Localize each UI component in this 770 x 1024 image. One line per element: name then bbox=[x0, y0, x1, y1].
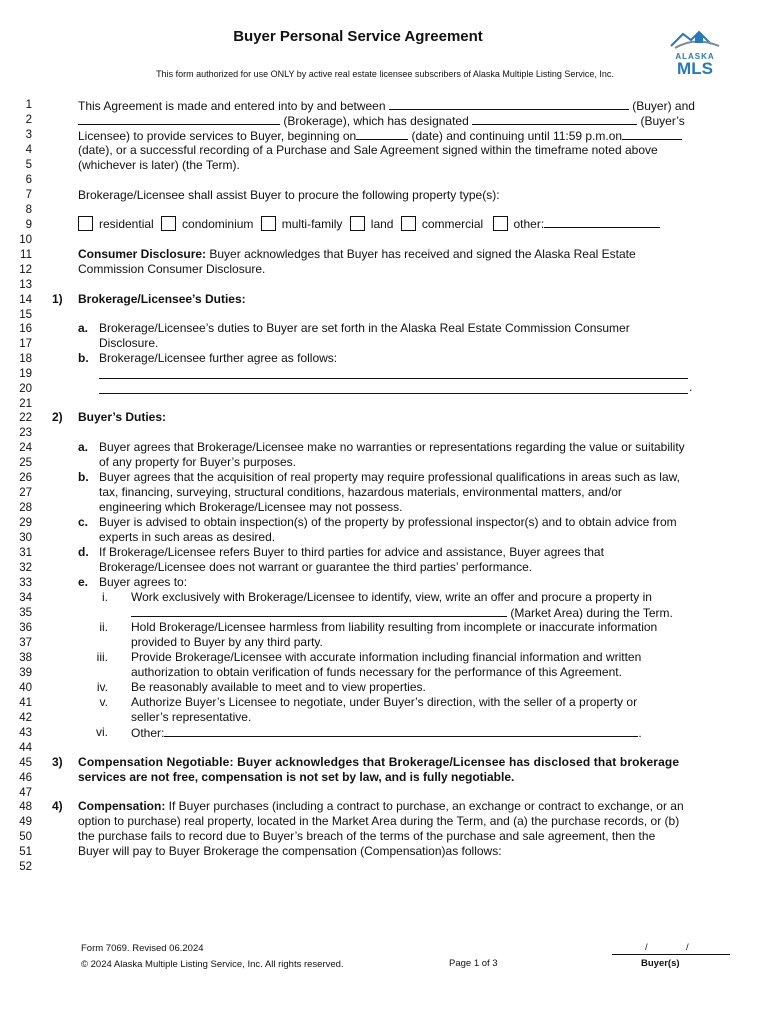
s2-i-mark: i. bbox=[102, 590, 108, 604]
intro-line-5: (whichever is later) (the Term). bbox=[78, 158, 240, 172]
line-number: 47 bbox=[19, 787, 32, 799]
s2-iv-line-1: Be reasonably available to meet and to view properties. bbox=[131, 680, 426, 694]
s2-e-line-1: Buyer agrees to: bbox=[99, 575, 188, 589]
line-number: 10 bbox=[19, 234, 32, 246]
line-number: 19 bbox=[19, 368, 32, 380]
line-number: 42 bbox=[19, 712, 32, 724]
line-number: 46 bbox=[19, 772, 32, 784]
line-number: 11 bbox=[20, 249, 32, 261]
mountain-house-icon bbox=[665, 26, 725, 54]
line-number: 9 bbox=[25, 219, 32, 231]
s2-vi-line-1: Other: . bbox=[131, 726, 642, 740]
property-types: residential condominium multi-family land commercial other: bbox=[78, 216, 660, 232]
s2-a-line-2: of any property for Buyer’s purposes. bbox=[99, 455, 296, 469]
s2-e-mark: e. bbox=[78, 575, 89, 589]
line-number: 35 bbox=[19, 607, 32, 619]
other-type-field[interactable] bbox=[544, 216, 660, 228]
line-number: 21 bbox=[19, 398, 32, 410]
s1-a-line-2: Disclosure. bbox=[99, 336, 159, 350]
buyer-name-field[interactable] bbox=[389, 98, 629, 110]
s2-c-mark: c. bbox=[78, 515, 89, 529]
s1-b-line-1: Brokerage/Licensee further agree as follows: bbox=[99, 351, 338, 365]
line-number: 12 bbox=[19, 264, 32, 276]
s2-c-line-1: Buyer is advised to obtain inspection(s) of the property by professional inspector(s) and to obtain advice from bbox=[99, 515, 677, 529]
initials-label: Buyer(s) bbox=[641, 958, 680, 969]
s2-i-line-2: (Market Area) during the Term. bbox=[131, 605, 673, 621]
market-area-field[interactable] bbox=[131, 605, 507, 617]
initials-separator-1: / bbox=[645, 942, 648, 953]
s2-v-line-2: seller’s representative. bbox=[131, 710, 252, 724]
consumer-disclosure-line-2: Commission Consumer Disclosure. bbox=[78, 262, 266, 276]
other-duties-field[interactable] bbox=[164, 725, 638, 737]
line-number: 25 bbox=[19, 457, 32, 469]
line-number: 22 bbox=[19, 412, 32, 424]
s1-a-mark: a. bbox=[78, 321, 89, 335]
line-number: 36 bbox=[19, 622, 32, 634]
section-1-heading: Brokerage/Licensee’s Duties: bbox=[78, 292, 246, 306]
s2-d-mark: d. bbox=[78, 545, 89, 559]
line-number: 49 bbox=[19, 816, 32, 828]
s2-iii-line-2: authorization to obtain verification of funds necessary for the performance of this Agreement. bbox=[131, 665, 622, 679]
licensee-name-field[interactable] bbox=[472, 113, 637, 125]
property-type-prompt: Brokerage/Licensee shall assist Buyer to procure the following property type(s): bbox=[78, 188, 500, 202]
initials-separator-2: / bbox=[686, 942, 689, 953]
multi-family-checkbox[interactable] bbox=[261, 216, 276, 231]
section-2-heading: Buyer’s Duties: bbox=[78, 410, 167, 424]
line-number: 52 bbox=[19, 861, 32, 873]
intro-line-2: (Brokerage), which has designated (Buyer’s bbox=[78, 113, 685, 129]
line-number: 13 bbox=[19, 279, 32, 291]
section-4-line-1: Compensation: If Buyer purchases (including a contract to purchase, an exchange or contract to exchange, or an bbox=[78, 799, 684, 813]
line-number: 28 bbox=[19, 502, 32, 514]
s1-blank-line-1[interactable] bbox=[99, 378, 688, 379]
s2-a-mark: a. bbox=[78, 440, 89, 454]
line-number: 6 bbox=[25, 174, 32, 186]
line-number: 40 bbox=[19, 682, 32, 694]
intro-line-4: (date), or a successful recording of a Purchase and Sale Agreement signed within the timeframe noted above bbox=[78, 143, 658, 157]
s2-i-line-1: Work exclusively with Brokerage/Licensee to identify, view, write an offer and procure a property in bbox=[131, 590, 652, 604]
consumer-disclosure: Consumer Disclosure: Buyer acknowledges that Buyer has received and signed the Alaska Real Estate bbox=[78, 247, 636, 261]
line-number: 2 bbox=[25, 114, 32, 126]
s1-a-line-1: Brokerage/Licensee’s duties to Buyer are set forth in the Alaska Real Estate Commission Consumer bbox=[99, 321, 630, 335]
line-number: 33 bbox=[19, 577, 32, 589]
end-date-field[interactable] bbox=[622, 128, 682, 140]
line-number: 34 bbox=[19, 592, 32, 604]
section-4-number: 4) bbox=[52, 799, 63, 813]
intro-line-3: Licensee) to provide services to Buyer, beginning on (date) and continuing until 11:59 p.m.on bbox=[78, 128, 682, 144]
s2-iv-mark: iv. bbox=[96, 680, 108, 694]
line-number: 1 bbox=[25, 99, 32, 111]
line-number: 26 bbox=[19, 472, 32, 484]
line-number: 3 bbox=[25, 129, 32, 141]
line-number: 41 bbox=[19, 697, 32, 709]
s1-b-mark: b. bbox=[78, 351, 89, 365]
s1-end-period: . bbox=[689, 380, 693, 394]
line-number: 15 bbox=[19, 309, 32, 321]
commercial-checkbox[interactable] bbox=[401, 216, 416, 231]
section-4-line-4: Buyer will pay to Buyer Brokerage the compensation (Compensation)as follows: bbox=[78, 844, 502, 858]
line-number: 5 bbox=[25, 159, 32, 171]
section-3-number: 3) bbox=[52, 755, 63, 769]
line-number: 32 bbox=[19, 562, 32, 574]
s1-blank-line-2[interactable] bbox=[99, 393, 688, 394]
form-number: Form 7069. Revised 06.2024 bbox=[81, 943, 204, 954]
line-number: 37 bbox=[19, 637, 32, 649]
s2-b-mark: b. bbox=[78, 470, 89, 484]
initials-line[interactable] bbox=[612, 954, 730, 955]
line-number: 38 bbox=[19, 652, 32, 664]
residential-checkbox[interactable] bbox=[78, 216, 93, 231]
line-number: 24 bbox=[19, 442, 32, 454]
line-number: 50 bbox=[19, 831, 32, 843]
section-1-number: 1) bbox=[52, 292, 63, 306]
land-checkbox[interactable] bbox=[350, 216, 365, 231]
section-4-line-2: option to purchase) real property, located in the Market Area during the Term, and (a) the purchase records, or (b) bbox=[78, 814, 680, 828]
line-number: 8 bbox=[25, 204, 32, 216]
page-number: Page 1 of 3 bbox=[449, 958, 498, 969]
s2-b-line-1: Buyer agrees that the acquisition of real property may require professional qualifications in areas such as law, bbox=[99, 470, 680, 484]
s2-iii-line-1: Provide Brokerage/Licensee with accurate information including financial information and written bbox=[131, 650, 642, 664]
condominium-checkbox[interactable] bbox=[161, 216, 176, 231]
line-number: 16 bbox=[19, 323, 32, 335]
s2-iii-mark: iii. bbox=[96, 650, 108, 664]
s2-c-line-2: experts in such areas as desired. bbox=[99, 530, 276, 544]
line-number: 17 bbox=[19, 338, 32, 350]
section-2-number: 2) bbox=[52, 410, 63, 424]
s2-ii-line-1: Hold Brokerage/Licensee harmless from liability resulting from incomplete or inaccurate information bbox=[131, 620, 658, 634]
line-number: 43 bbox=[19, 727, 32, 739]
line-number: 29 bbox=[19, 517, 32, 529]
section-3-line-1: Compensation Negotiable: Buyer acknowledges that Brokerage/Licensee has disclosed that brokerage bbox=[78, 755, 680, 769]
section-3-line-2: services are not free, compensation is not set by law, and is fully negotiable. bbox=[78, 770, 515, 784]
line-number: 20 bbox=[19, 383, 32, 395]
s2-ii-line-2: provided to Buyer by any third party. bbox=[131, 635, 323, 649]
s2-a-line-1: Buyer agrees that Brokerage/Licensee make no warranties or representations regarding the value or suitability bbox=[99, 440, 685, 454]
line-number: 44 bbox=[19, 742, 32, 754]
line-number: 7 bbox=[25, 189, 32, 201]
line-number: 48 bbox=[19, 801, 32, 813]
start-date-field[interactable] bbox=[356, 128, 408, 140]
intro-line-1: This Agreement is made and entered into by and between (Buyer) and bbox=[78, 99, 695, 113]
section-4-line-3: the purchase fails to record due to Buyer’s breach of the terms of the purchase and sale agreement, then the bbox=[78, 829, 656, 843]
line-number: 27 bbox=[19, 487, 32, 499]
alaska-mls-logo: ALASKA MLS bbox=[665, 26, 725, 82]
line-number: 18 bbox=[19, 353, 32, 365]
line-number: 31 bbox=[19, 547, 32, 559]
s2-v-line-1: Authorize Buyer’s Licensee to negotiate, under Buyer’s direction, with the seller of a property or bbox=[131, 695, 638, 709]
s2-b-line-2: tax, financing, surveying, structural conditions, hazardous materials, environmental matters, and/or bbox=[99, 485, 622, 499]
line-number: 30 bbox=[19, 532, 32, 544]
copyright: © 2024 Alaska Multiple Listing Service, Inc. All rights reserved. bbox=[81, 959, 344, 970]
s2-v-mark: v. bbox=[99, 695, 108, 709]
line-number: 14 bbox=[19, 294, 32, 306]
line-number: 39 bbox=[19, 667, 32, 679]
s2-d-line-1: If Brokerage/Licensee refers Buyer to third parties for advice and assistance, Buyer agrees that bbox=[99, 545, 604, 559]
other-checkbox[interactable] bbox=[493, 216, 508, 231]
line-number: 51 bbox=[19, 846, 32, 858]
s2-d-line-2: Brokerage/Licensee does not warrant or guarantee the third parties’ performance. bbox=[99, 560, 533, 574]
line-number: 4 bbox=[25, 144, 32, 156]
s2-vi-mark: vi. bbox=[96, 725, 108, 739]
s2-ii-mark: ii. bbox=[99, 620, 108, 634]
brokerage-name-field[interactable] bbox=[78, 113, 280, 125]
line-number: 23 bbox=[19, 427, 32, 439]
line-number: 45 bbox=[19, 757, 32, 769]
page-title: Buyer Personal Service Agreement bbox=[233, 28, 483, 45]
s2-b-line-3: engineering which Brokerage/Licensee may not possess. bbox=[99, 500, 403, 514]
authorization-notice: This form authorized for use ONLY by active real estate licensee subscribers of Alaska Multiple Listing Service, Inc. bbox=[156, 69, 614, 79]
